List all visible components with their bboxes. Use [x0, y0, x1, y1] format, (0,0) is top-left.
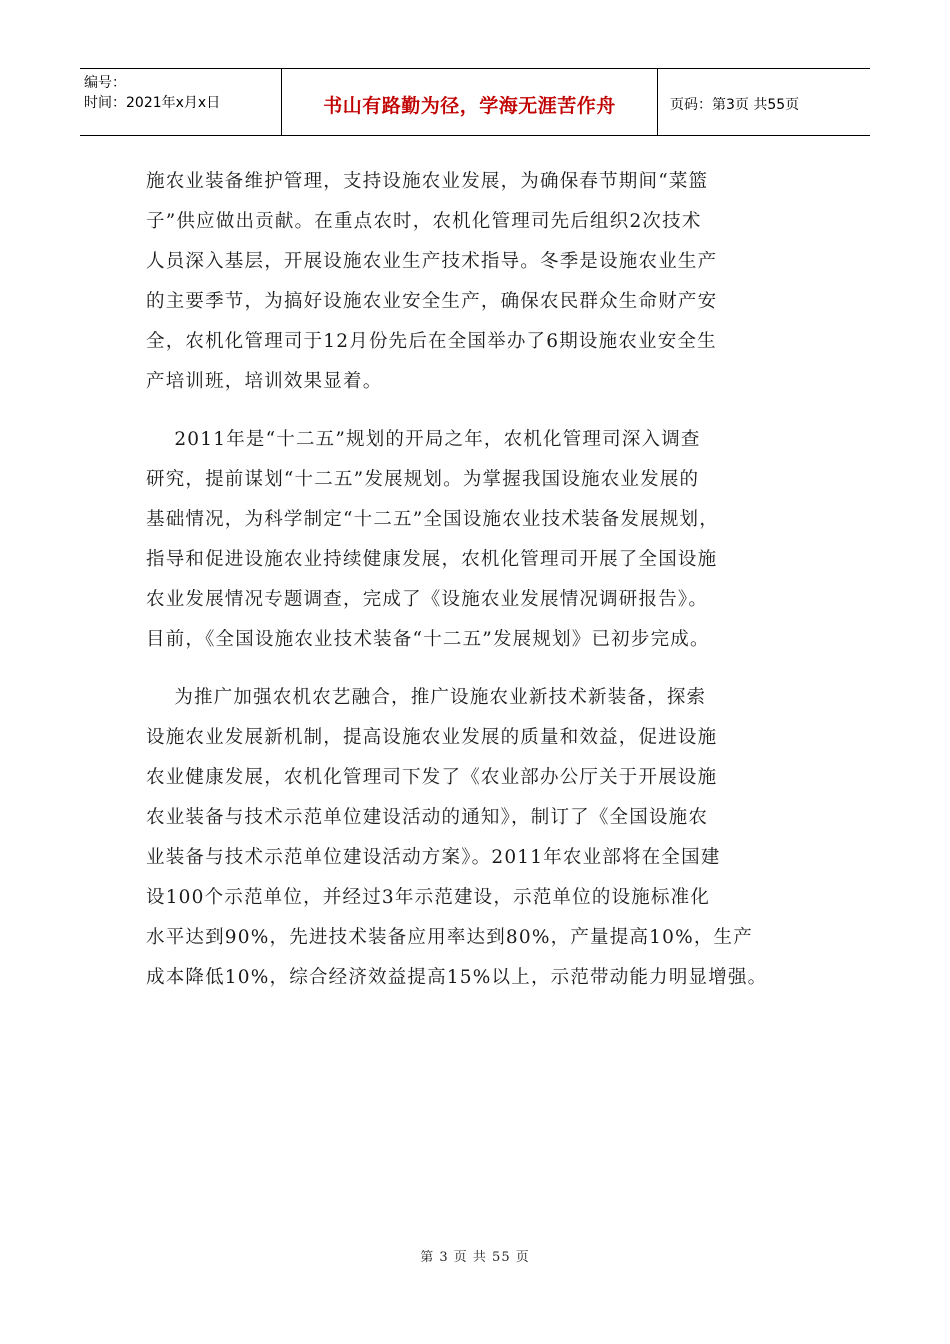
page-footer: 第 3 页 共 55 页 — [420, 1250, 530, 1265]
page-header — [80, 68, 870, 136]
text-line: 农业装备与技术示范单位建设活动的通知》，制订了《全国设施农 — [146, 807, 709, 828]
text-line: 子”供应做出贡献。在重点农时，农机化管理司先后组织2次技术 — [146, 211, 702, 232]
text-line: 农业健康发展，农机化管理司下发了《农业部办公厅关于开展设施 — [146, 767, 718, 788]
text-line: 指导和促进设施农业持续健康发展，农机化管理司开展了全国设施 — [146, 549, 718, 570]
text-line: 成本降低10%，综合经济效益提高15%以上，示范带动能力明显增强。 — [146, 967, 768, 988]
text-line: 设100个示范单位，并经过3年示范建设，示范单位的设施标准化 — [146, 887, 711, 908]
text-line: 为推广加强农机农艺融合，推广设施农业新技术新装备，探索 — [146, 687, 707, 708]
header-page-info: 页码：第3页 共55页 — [670, 97, 800, 113]
paragraph-1 — [146, 162, 806, 402]
text-line: 水平达到90%，先进技术装备应用率达到80%，产量提高10%，生产 — [146, 927, 753, 948]
text-line: 2011年是“十二五”规划的开局之年，农机化管理司深入调查 — [146, 429, 701, 450]
paragraph-3 — [146, 678, 806, 998]
document-number-label: 编号： — [84, 75, 126, 91]
header-motto: 书山有路勤为径，学海无涯苦作舟 — [282, 69, 658, 135]
text-line: 业装备与技术示范单位建设活动方案》。2011年农业部将在全国建 — [146, 847, 721, 868]
text-line: 的主要季节，为搞好设施农业安全生产，确保农民群众生命财产安 — [146, 291, 718, 312]
document-body — [146, 162, 806, 1016]
text-line: 基础情况，为科学制定“十二五”全国设施农业技术装备发展规划， — [146, 509, 719, 530]
text-line: 产培训班，培训效果显着。 — [146, 371, 383, 392]
text-line: 农业发展情况专题调查，完成了《设施农业发展情况调研报告》。 — [146, 589, 709, 610]
document-time-label: 时间：2021年x月x日 — [84, 95, 221, 111]
header-meta-cell — [80, 69, 282, 135]
paragraph-2 — [146, 420, 806, 660]
text-line: 目前，《全国设施农业技术装备“十二五”发展规划》已初步完成。 — [146, 629, 710, 650]
text-line: 设施农业发展新机制，提高设施农业发展的质量和效益，促进设施 — [146, 727, 718, 748]
text-line: 全，农机化管理司于12月份先后在全国举办了6期设施农业安全生 — [146, 331, 717, 352]
text-line: 研究，提前谋划“十二五”发展规划。为掌握我国设施农业发展的 — [146, 469, 700, 490]
text-line: 人员深入基层，开展设施农业生产技术指导。冬季是设施农业生产 — [146, 251, 718, 272]
text-line: 施农业装备维护管理，支持设施农业发展，为确保春节期间“菜篮 — [146, 171, 709, 192]
